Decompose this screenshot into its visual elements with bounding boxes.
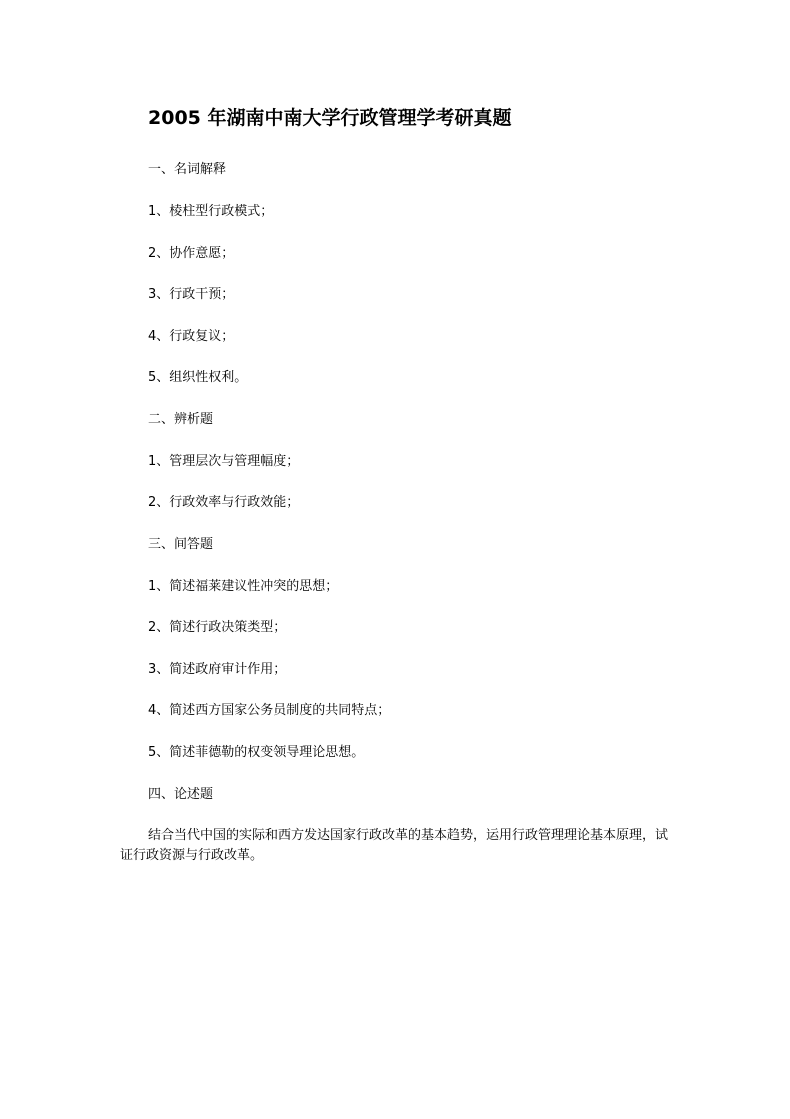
essay-question-paragraph: 结合当代中国的实际和西方发达国家行政改革的基本趋势，运用行政管理理论基本原理，试证行政资源与行政改革。 (120, 828, 669, 863)
question-item: 5、组织性权利。 (148, 370, 248, 385)
question-item: 3、简述政府审计作用； (148, 662, 287, 677)
question-item: 2、简述行政决策类型； (148, 620, 287, 635)
question-item: 2、协作意愿； (148, 246, 235, 261)
question-item: 1、棱柱型行政模式； (148, 204, 274, 219)
section-heading-short-answer: 三、间答题 (148, 537, 214, 552)
section-heading-essay: 四、论述题 (148, 787, 214, 802)
document-title: 2005 年湖南中南大学行政管理学考研真题 (148, 107, 512, 129)
question-item: 4、简述西方国家公务员制度的共同特点； (148, 703, 391, 718)
question-item: 1、管理层次与管理幅度； (148, 454, 300, 469)
question-item: 2、行政效率与行政效能； (148, 495, 300, 510)
question-item: 5、简述菲德勒的权变领导理论思想。 (148, 745, 365, 760)
question-item: 4、行政复议； (148, 329, 235, 344)
question-item: 1、简述福莱建议性冲突的思想； (148, 579, 339, 594)
question-item: 3、行政干预； (148, 287, 235, 302)
section-heading-analysis: 二、辨析题 (148, 412, 214, 427)
section-heading-definitions: 一、名词解释 (148, 162, 227, 177)
